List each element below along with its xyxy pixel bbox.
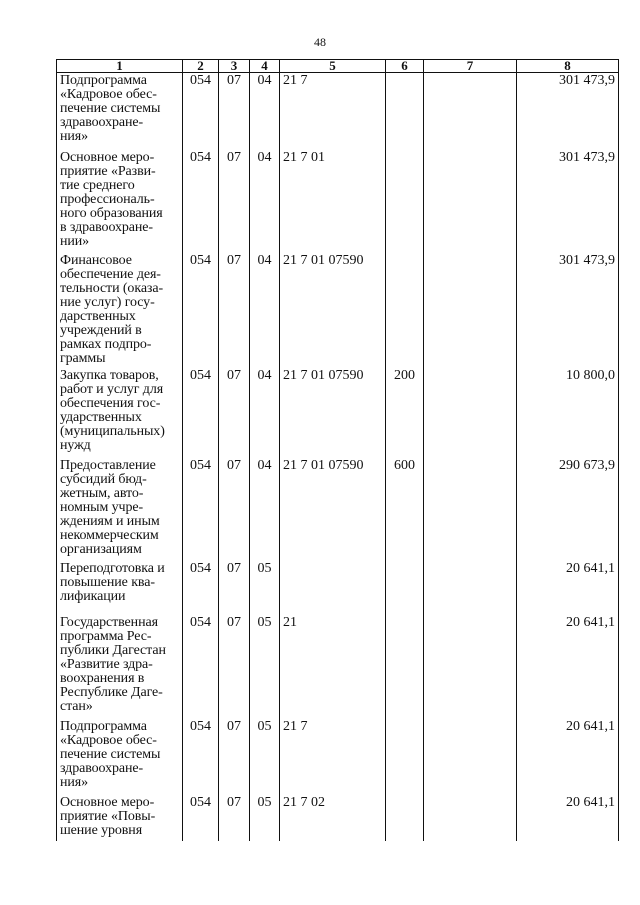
cell-amount: 10 800,0: [517, 368, 619, 458]
cell-amount: 20 641,1: [517, 795, 619, 841]
cell-subsection: 07: [219, 615, 250, 719]
name-line: «Кадровое обес-: [60, 732, 157, 748]
name-line: жетным, авто-: [60, 485, 144, 501]
cell-expense-type: [386, 73, 424, 150]
name-line: обеспечения гос-: [60, 395, 161, 411]
table-body: [57, 73, 619, 841]
header-row: [57, 60, 619, 73]
header-col-8: 8: [517, 60, 619, 73]
table-row: [57, 368, 619, 458]
table-row: [57, 150, 619, 253]
cell-subsection: 07: [219, 368, 250, 458]
name-line: Подпрограмма: [60, 73, 147, 88]
name-line: Закупка товаров,: [60, 367, 159, 383]
cell-section: 054: [183, 253, 219, 368]
header-col-1: 1: [57, 60, 183, 73]
cell-group: 05: [250, 615, 280, 719]
cell-amount: 290 673,9: [517, 458, 619, 561]
cell-name: [57, 253, 183, 368]
name-line: ного образования: [60, 205, 163, 221]
cell-col7: [424, 615, 517, 719]
name-line: тельности (оказа-: [60, 280, 164, 296]
cell-section: 054: [183, 561, 219, 615]
name-line: программа Рес-: [60, 628, 152, 644]
header-col-6: 6: [386, 60, 424, 73]
cell-target-article: 21 7 01 07590: [280, 253, 386, 368]
cell-amount: 301 473,9: [517, 73, 619, 150]
cell-col7: [424, 73, 517, 150]
cell-group: 04: [250, 368, 280, 458]
cell-subsection: 07: [219, 458, 250, 561]
name-line: лификации: [60, 588, 126, 604]
name-line: Республике Даге-: [60, 684, 163, 700]
cell-expense-type: [386, 561, 424, 615]
cell-col7: [424, 795, 517, 841]
name-line: профессиональ-: [60, 191, 155, 207]
name-line: ния»: [60, 774, 89, 790]
page-number: 48: [314, 35, 326, 49]
cell-expense-type: [386, 150, 424, 253]
name-line: нужд: [60, 437, 91, 453]
name-line: здравоохране-: [60, 760, 144, 776]
cell-amount: 20 641,1: [517, 615, 619, 719]
cell-group: 05: [250, 719, 280, 795]
table-row: [57, 458, 619, 561]
name-line: Переподготовка и: [60, 560, 165, 576]
name-line: ния»: [60, 129, 89, 144]
name-line: нии»: [60, 233, 90, 249]
cell-subsection: 07: [219, 73, 250, 150]
cell-section: 054: [183, 73, 219, 150]
name-line: организациям: [60, 541, 142, 557]
cell-target-article: 21 7 02: [280, 795, 386, 841]
name-line: Основное меро-: [60, 794, 155, 810]
name-line: граммы: [60, 350, 106, 366]
name-line: воохранения в: [60, 670, 145, 686]
cell-subsection: 07: [219, 253, 250, 368]
cell-target-article: [280, 561, 386, 615]
table-row: [57, 719, 619, 795]
cell-target-article: 21 7 01 07590: [280, 368, 386, 458]
cell-section: 054: [183, 458, 219, 561]
name-line: субсидий бюд-: [60, 471, 147, 487]
name-line: «Развитие здра-: [60, 656, 153, 672]
cell-amount: 20 641,1: [517, 719, 619, 795]
cell-section: 054: [183, 795, 219, 841]
cell-target-article: 21 7 01: [280, 150, 386, 253]
cell-col7: [424, 253, 517, 368]
cell-col7: [424, 561, 517, 615]
cell-name: [57, 458, 183, 561]
name-line: ждениям и иным: [60, 513, 160, 529]
cell-target-article: 21: [280, 615, 386, 719]
cell-group: 04: [250, 73, 280, 150]
cell-amount: 20 641,1: [517, 561, 619, 615]
name-line: в здравоохране-: [60, 219, 153, 235]
name-line: учреждений в: [60, 322, 142, 338]
cell-name: [57, 795, 183, 841]
cell-col7: [424, 719, 517, 795]
name-line: Подпрограмма: [60, 718, 147, 734]
name-line: приятие «Повы-: [60, 808, 156, 824]
cell-name: [57, 615, 183, 719]
cell-subsection: 07: [219, 561, 250, 615]
cell-subsection: 07: [219, 795, 250, 841]
cell-name: [57, 368, 183, 458]
cell-name: [57, 561, 183, 615]
name-line: шение уровня: [60, 822, 143, 838]
name-line: печение системы: [60, 746, 161, 762]
cell-name: [57, 719, 183, 795]
name-line: дарственных: [60, 308, 136, 324]
cell-group: 05: [250, 795, 280, 841]
cell-group: 04: [250, 253, 280, 368]
name-line: тие среднего: [60, 177, 135, 193]
name-line: работ и услуг для: [60, 381, 164, 397]
name-line: рамках подпро-: [60, 336, 152, 352]
cell-col7: [424, 458, 517, 561]
name-line: Основное меро-: [60, 149, 155, 165]
cell-name: [57, 73, 183, 150]
name-line: Государственная: [60, 614, 158, 630]
cell-expense-type: [386, 615, 424, 719]
cell-group: 04: [250, 150, 280, 253]
cell-name: [57, 150, 183, 253]
header-col-2: 2: [183, 60, 219, 73]
cell-section: 054: [183, 150, 219, 253]
cell-target-article: 21 7: [280, 73, 386, 150]
cell-subsection: 07: [219, 150, 250, 253]
cell-expense-type: 200: [386, 368, 424, 458]
table-row: [57, 795, 619, 841]
name-line: ние услуг) госу-: [60, 294, 155, 310]
name-line: «Кадровое обес-: [60, 87, 157, 102]
cell-amount: 301 473,9: [517, 253, 619, 368]
cell-section: 054: [183, 615, 219, 719]
header-col-5: 5: [280, 60, 386, 73]
name-line: здравоохране-: [60, 115, 144, 130]
cell-col7: [424, 368, 517, 458]
name-line: публики Дагестан: [60, 642, 166, 658]
table-row: [57, 561, 619, 615]
cell-amount: 301 473,9: [517, 150, 619, 253]
header-col-7: 7: [424, 60, 517, 73]
cell-section: 054: [183, 719, 219, 795]
name-line: номным учре-: [60, 499, 144, 515]
cell-expense-type: [386, 719, 424, 795]
name-line: печение системы: [60, 101, 161, 116]
name-line: Финансовое: [60, 252, 132, 268]
name-line: Предоставление: [60, 457, 156, 473]
header-col-3: 3: [219, 60, 250, 73]
name-line: некоммерческим: [60, 527, 159, 543]
table-row: [57, 73, 619, 150]
cell-expense-type: [386, 253, 424, 368]
header-col-4: 4: [250, 60, 280, 73]
cell-expense-type: [386, 795, 424, 841]
name-line: приятие «Разви-: [60, 163, 156, 179]
name-line: (муниципальных): [60, 423, 165, 439]
name-line: стан»: [60, 698, 93, 714]
cell-target-article: 21 7 01 07590: [280, 458, 386, 561]
budget-table: [56, 59, 619, 841]
cell-col7: [424, 150, 517, 253]
name-line: ударственных: [60, 409, 142, 425]
name-line: обеспечение дея-: [60, 266, 161, 282]
cell-group: 04: [250, 458, 280, 561]
table-row: [57, 615, 619, 719]
cell-group: 05: [250, 561, 280, 615]
cell-subsection: 07: [219, 719, 250, 795]
table-row: [57, 253, 619, 368]
cell-target-article: 21 7: [280, 719, 386, 795]
cell-expense-type: 600: [386, 458, 424, 561]
cell-section: 054: [183, 368, 219, 458]
name-line: повышение ква-: [60, 574, 155, 590]
